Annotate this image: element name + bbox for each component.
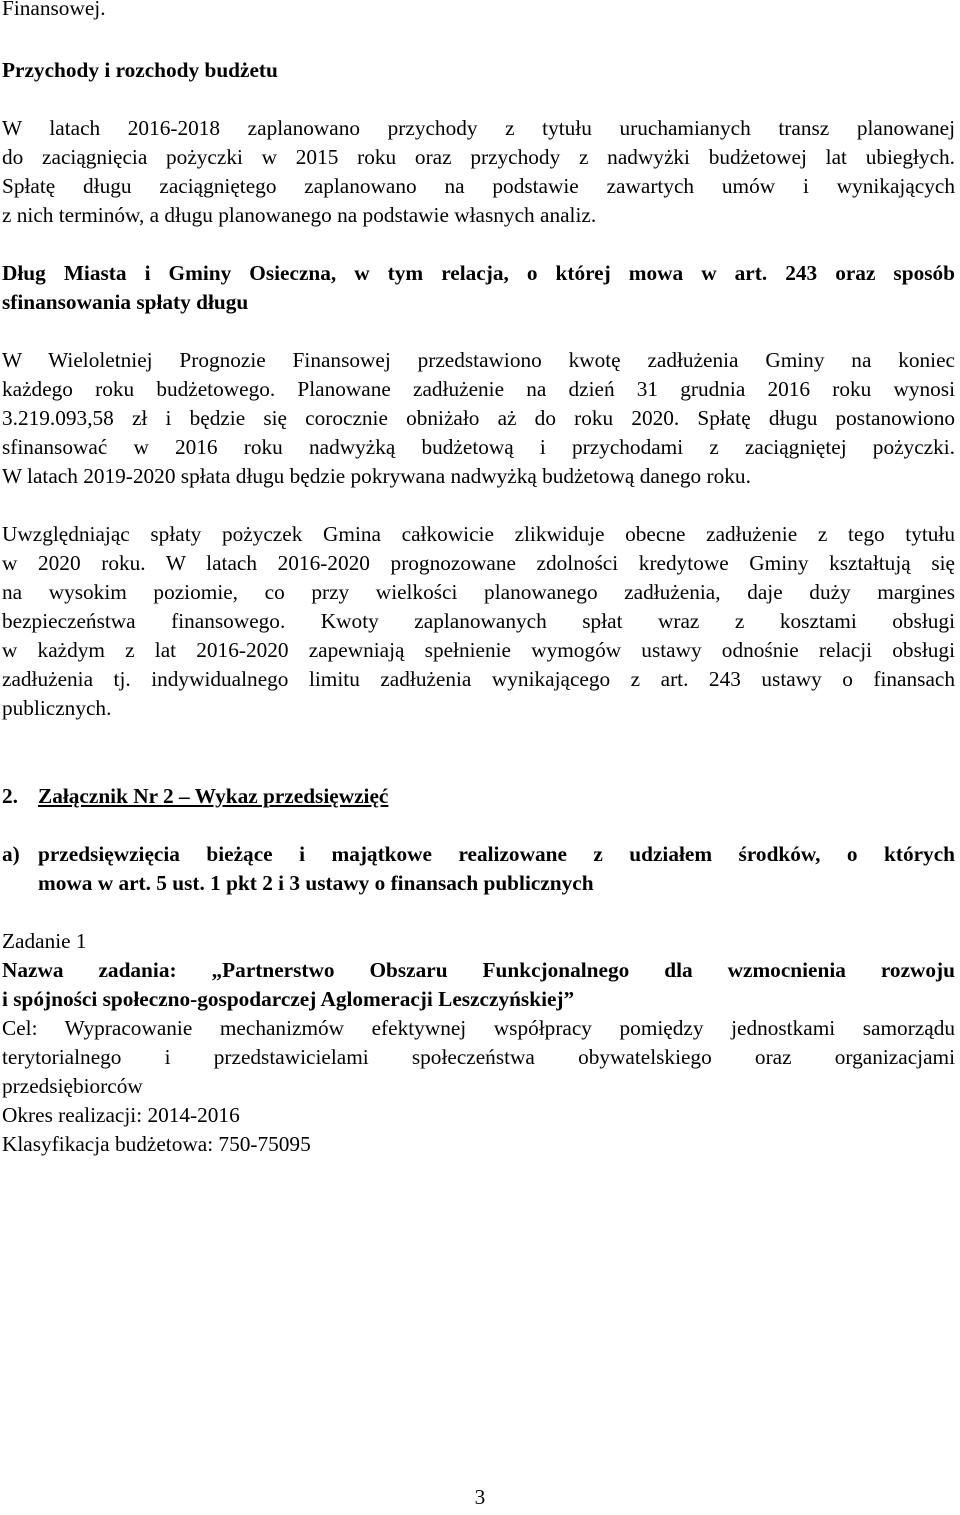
paragraph-line: Spłatę długu zaciągniętego zaplanowano na podstawie zawartych umów i wynikających — [2, 174, 955, 198]
top-fragment: Finansowej. — [2, 0, 106, 20]
task-goal: przedsiębiorców — [2, 1074, 143, 1098]
task-label: Zadanie 1 — [2, 929, 87, 953]
subsection-marker: a) — [2, 842, 20, 866]
task-name: Nazwa zadania: „Partnerstwo Obszaru Funkcjonalnego dla wzmocnienia rozwoju — [2, 958, 955, 982]
subsection-heading: mowa w art. 5 ust. 1 pkt 2 i 3 ustawy o finansach publicznych — [38, 871, 594, 895]
task-goal: terytorialnego i przedstawicielami społeczeństwa obywatelskiego oraz organizacjami — [2, 1045, 955, 1069]
paragraph-line: W latach 2019-2020 spłata długu będzie pokrywana nadwyżką budżetową danego roku. — [2, 464, 751, 488]
section-heading-debt: Dług Miasta i Gminy Osieczna, w tym relacja, o której mowa w art. 243 oraz sposób — [2, 261, 955, 285]
section-heading-debt: sfinansowania spłaty długu — [2, 290, 249, 314]
paragraph-line: na wysokim poziomie, co przy wielkości planowanego zadłużenia, daje duży margines — [2, 580, 955, 604]
attachment-number: 2. — [2, 784, 18, 808]
task-period: Okres realizacji: 2014-2016 — [2, 1103, 240, 1127]
attachment-heading — [2, 782, 955, 811]
section-heading-budget: Przychody i rozchody budżetu — [2, 58, 278, 82]
paragraph-line: W Wieloletniej Prognozie Finansowej przedstawiono kwotę zadłużenia Gminy na koniec — [2, 348, 955, 372]
page-number: 3 — [474, 1485, 486, 1509]
paragraph-line: w każdym z lat 2016-2020 zapewniają spełnienie wymogów ustawy odnośnie relacji obsługi — [2, 638, 955, 662]
subsection-title: przedsięwzięcia bieżące i majątkowe realizowane z udziałem środków, o których — [38, 842, 955, 866]
subsection-heading — [2, 840, 955, 869]
paragraph-line: każdego roku budżetowego. Planowane zadłużenie na dzień 31 grudnia 2016 roku wynosi — [2, 377, 955, 401]
paragraph-line: bezpieczeństwa finansowego. Kwoty zaplanowanych spłat wraz z kosztami obsługi — [2, 609, 955, 633]
paragraph-line: do zaciągnięcia pożyczki w 2015 roku oraz przychody z nadwyżki budżetowej lat ubiegłych. — [2, 145, 955, 169]
paragraph-line: Uwzględniając spłaty pożyczek Gmina całkowicie zlikwiduje obecne zadłużenie z tego tytułu — [2, 522, 955, 546]
paragraph-line: zadłużenia tj. indywidualnego limitu zadłużenia wynikającego z art. 243 ustawy o finansach — [2, 667, 955, 691]
paragraph-line: publicznych. — [2, 696, 112, 720]
task-classification: Klasyfikacja budżetowa: 750-75095 — [2, 1132, 311, 1156]
attachment-title: Załącznik Nr 2 – Wykaz przedsięwzięć — [38, 784, 389, 808]
paragraph-line: sfinansować w 2016 roku nadwyżką budżetową i przychodami z zaciągniętej pożyczki. — [2, 435, 955, 459]
paragraph-line: w 2020 roku. W latach 2016-2020 prognozowane zdolności kredytowe Gminy kształtują się — [2, 551, 955, 575]
paragraph-line: W latach 2016-2018 zaplanowano przychody z tytułu uruchamianych transz planowanej — [2, 116, 955, 140]
paragraph-line: 3.219.093,58 zł i będzie się corocznie obniżało aż do roku 2020. Spłatę długu postanowiono — [2, 406, 955, 430]
task-name: i spójności społeczno-gospodarczej Aglomeracji Leszczyńskiej” — [2, 987, 575, 1011]
task-goal: Cel: Wypracowanie mechanizmów efektywnej współpracy pomiędzy jednostkami samorządu — [2, 1016, 955, 1040]
paragraph-line: z nich terminów, a długu planowanego na podstawie własnych analiz. — [2, 203, 597, 227]
